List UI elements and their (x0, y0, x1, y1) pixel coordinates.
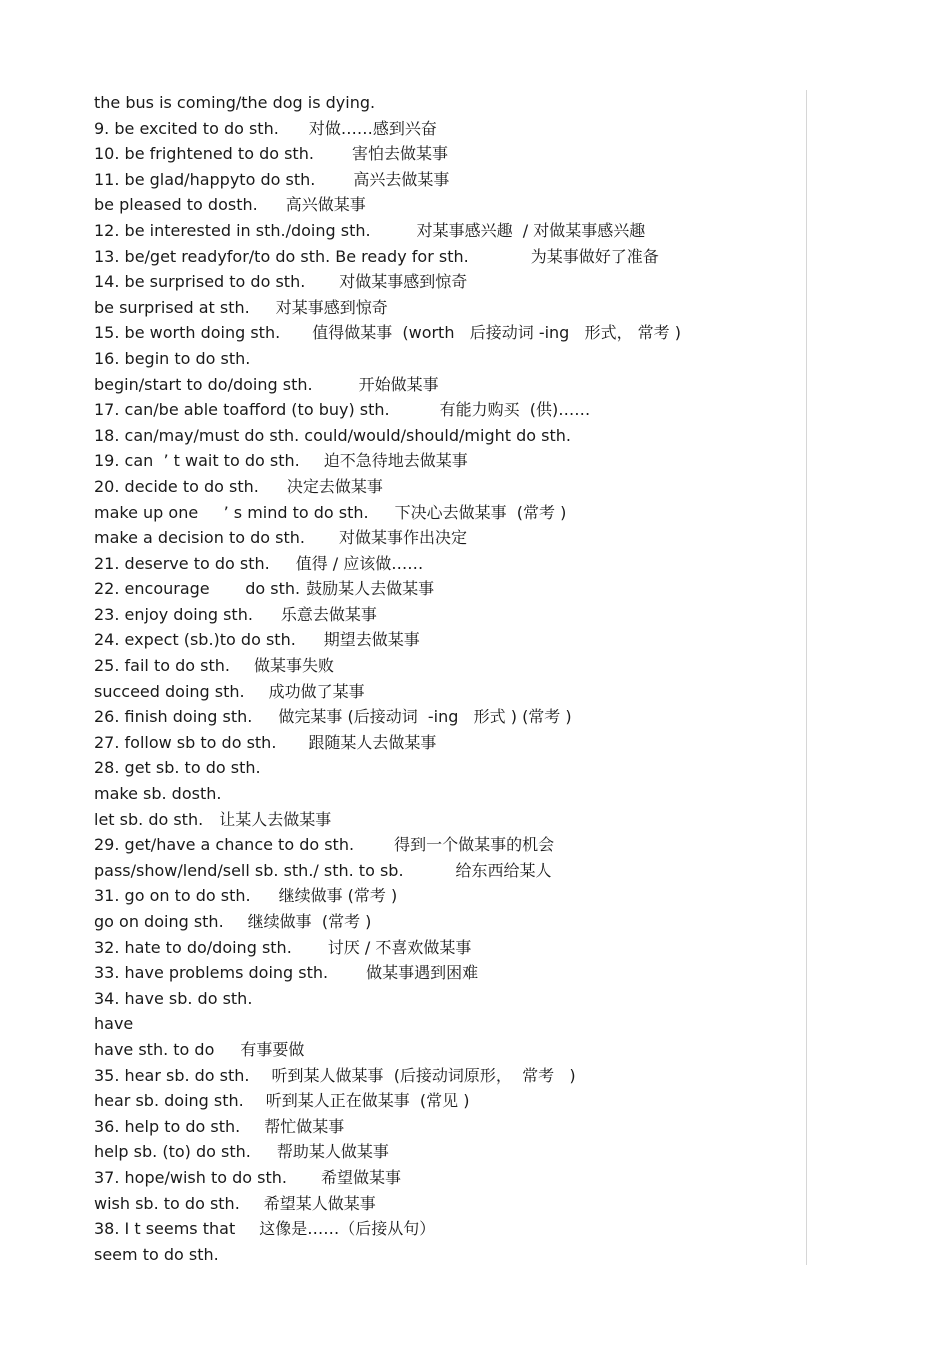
chinese-meaning: 期望去做某事 (323, 630, 420, 650)
english-phrase: begin/start to do/doing sth. (94, 374, 313, 394)
english-phrase: 17. can/be able toafford (to buy) sth. (94, 400, 390, 420)
phrase-line (94, 1114, 794, 1140)
phrase-line (94, 372, 794, 398)
chinese-meaning: 听到某人正在做某事 (常见 ) (265, 1091, 470, 1111)
phrase-line (94, 295, 794, 321)
phrase-line (94, 167, 794, 193)
phrase-line (94, 423, 794, 449)
english-phrase: 26. finish doing sth. (94, 707, 253, 727)
chinese-meaning: 继续做事 (常考 ) (278, 886, 398, 906)
english-phrase: 37. hope/wish to do sth. (94, 1167, 287, 1187)
chinese-meaning: 做某事遇到困难 (366, 963, 479, 983)
chinese-meaning: 决定去做某事 (286, 476, 383, 496)
chinese-meaning: 得到一个做某事的机会 (394, 835, 555, 855)
phrase-line (94, 576, 794, 602)
english-phrase: have (94, 1014, 134, 1034)
phrase-line (94, 730, 794, 756)
phrase-line (94, 858, 794, 884)
chinese-meaning: 值得 / 应该做…… (295, 553, 424, 573)
phrase-line (94, 1088, 794, 1114)
chinese-meaning: 有事要做 (240, 1039, 305, 1059)
phrase-list (94, 90, 794, 1267)
chinese-meaning: 为某事做好了准备 (530, 246, 659, 266)
english-phrase: 11. be glad/happyto do sth. (94, 169, 316, 189)
english-phrase: 24. expect (sb.)to do sth. (94, 630, 296, 650)
phrase-line (94, 551, 794, 577)
english-phrase: 12. be interested in sth./doing sth. (94, 220, 371, 240)
english-phrase: pass/show/lend/sell sb. sth./ sth. to sb. (94, 860, 404, 880)
phrase-line (94, 883, 794, 909)
chinese-meaning: 害怕去做某事 (351, 144, 448, 164)
english-phrase: make a decision to do sth. (94, 528, 305, 548)
phrase-line (94, 935, 794, 961)
english-phrase: let sb. do sth. (94, 809, 204, 829)
english-phrase: hear sb. doing sth. (94, 1091, 244, 1111)
english-phrase: 14. be surprised to do sth. (94, 272, 306, 292)
english-phrase: 10. be frightened to do sth. (94, 144, 314, 164)
chinese-meaning: 帮助某人做某事 (276, 1142, 389, 1162)
chinese-meaning: 鼓励某人去做某事 (306, 579, 435, 599)
english-phrase: 35. hear sb. do sth. (94, 1065, 250, 1085)
phrase-line (94, 269, 794, 295)
chinese-meaning: 对某事感到惊奇 (275, 297, 388, 317)
phrase-line (94, 320, 794, 346)
phrase-line (94, 653, 794, 679)
chinese-meaning: 迫不急待地去做某事 (323, 451, 468, 471)
english-phrase: 21. deserve to do sth. (94, 553, 270, 573)
english-phrase: 23. enjoy doing sth. (94, 604, 253, 624)
english-phrase: succeed doing sth. (94, 681, 245, 701)
english-phrase: 33. have problems doing sth. (94, 963, 329, 983)
english-phrase: the bus is coming/the dog is dying. (94, 93, 376, 112)
chinese-meaning: 对做某事感到惊奇 (339, 272, 468, 292)
chinese-meaning: 跟随某人去做某事 (308, 732, 437, 752)
english-phrase: 25. fail to do sth. (94, 656, 230, 676)
phrase-line (94, 1063, 794, 1089)
phrase-line (94, 346, 794, 372)
english-phrase: 13. be/get readyfor/to do sth. Be ready for sth. (94, 246, 469, 266)
english-phrase: have sth. to do (94, 1039, 215, 1059)
english-phrase: make up one ’ s mind to do sth. (94, 502, 369, 522)
phrase-line (94, 500, 794, 526)
phrase-line (94, 116, 794, 142)
english-phrase: 27. follow sb to do sth. (94, 732, 277, 752)
english-phrase: 15. be worth doing sth. (94, 323, 281, 343)
chinese-meaning: 这像是……（后接从句） (259, 1219, 436, 1239)
phrase-line (94, 1139, 794, 1165)
chinese-meaning: 帮忙做某事 (264, 1116, 345, 1136)
phrase-line (94, 832, 794, 858)
phrase-line (94, 525, 794, 551)
english-phrase: 34. have sb. do sth. (94, 988, 253, 1008)
phrase-line (94, 909, 794, 935)
chinese-meaning: 希望做某事 (320, 1167, 401, 1187)
english-phrase: seem to do sth. (94, 1244, 219, 1264)
chinese-meaning: 高兴做某事 (285, 195, 366, 215)
phrase-line (94, 141, 794, 167)
chinese-meaning: 让某人去做某事 (219, 809, 332, 829)
phrase-line (94, 807, 794, 833)
phrase-line (94, 397, 794, 423)
phrase-line (94, 448, 794, 474)
english-phrase: 18. can/may/must do sth. could/would/should/might do sth. (94, 425, 571, 445)
english-phrase: be surprised at sth. (94, 297, 250, 317)
chinese-meaning: 开始做某事 (358, 374, 439, 394)
phrase-line (94, 1216, 794, 1242)
english-phrase: 16. begin to do sth. (94, 348, 251, 368)
phrase-line (94, 1165, 794, 1191)
chinese-meaning: 乐意去做某事 (280, 604, 377, 624)
chinese-meaning: 高兴去做某事 (353, 169, 450, 189)
english-phrase: 22. encourage do sth. (94, 579, 301, 599)
phrase-line (94, 755, 794, 781)
english-phrase: be pleased to dosth. (94, 195, 258, 215)
chinese-meaning: 听到某人做某事 (后接动词原形， 常考 ) (271, 1065, 576, 1085)
phrase-line (94, 218, 794, 244)
english-phrase: go on doing sth. (94, 912, 224, 931)
chinese-meaning: 成功做了某事 (268, 681, 365, 701)
chinese-meaning: 讨厌 / 不喜欢做某事 (327, 937, 472, 957)
chinese-meaning: 做完某事 (后接动词 -ing 形式 ) (常考 ) (278, 707, 572, 727)
english-phrase: 32. hate to do/doing sth. (94, 937, 292, 957)
phrase-line (94, 627, 794, 653)
chinese-meaning: 做某事失败 (253, 656, 334, 676)
english-phrase: help sb. (to) do sth. (94, 1142, 251, 1162)
phrase-line (94, 602, 794, 628)
phrase-line (94, 1037, 794, 1063)
english-phrase: wish sb. to do sth. (94, 1193, 240, 1213)
english-phrase: 38. I t seems that (94, 1219, 236, 1239)
phrase-line (94, 704, 794, 730)
chinese-meaning: 希望某人做某事 (263, 1193, 376, 1213)
chinese-meaning: 有能力购买 (供)…… (439, 400, 591, 420)
phrase-line (94, 781, 794, 807)
chinese-meaning: 继续做事 (常考 ) (247, 912, 372, 931)
phrase-line (94, 679, 794, 705)
phrase-line (94, 474, 794, 500)
phrase-line (94, 90, 794, 116)
chinese-meaning: 对做……感到兴奋 (308, 118, 437, 138)
phrase-line (94, 960, 794, 986)
english-phrase: make sb. dosth. (94, 784, 222, 804)
phrase-line (94, 1011, 794, 1037)
column-divider (806, 90, 807, 1265)
chinese-meaning: 对做某事作出决定 (338, 528, 467, 548)
english-phrase: 28. get sb. to do sth. (94, 758, 261, 778)
english-phrase: 19. can ’ t wait to do sth. (94, 451, 300, 471)
chinese-meaning: 给东西给某人 (455, 860, 552, 880)
chinese-meaning: 对某事感兴趣 / 对做某事感兴趣 (416, 220, 646, 240)
phrase-line (94, 1242, 794, 1268)
phrase-line (94, 244, 794, 270)
phrase-line (94, 986, 794, 1012)
phrase-line (94, 192, 794, 218)
english-phrase: 31. go on to do sth. (94, 886, 251, 906)
chinese-meaning: 值得做某事 (worth 后接动词 -ing 形式， 常考 ) (312, 323, 682, 343)
english-phrase: 20. decide to do sth. (94, 476, 259, 496)
phrase-line (94, 1191, 794, 1217)
english-phrase: 9. be excited to do sth. (94, 118, 279, 138)
chinese-meaning: 下决心去做某事 (常考 ) (394, 502, 567, 522)
english-phrase: 29. get/have a chance to do sth. (94, 835, 355, 855)
english-phrase: 36. help to do sth. (94, 1116, 241, 1136)
